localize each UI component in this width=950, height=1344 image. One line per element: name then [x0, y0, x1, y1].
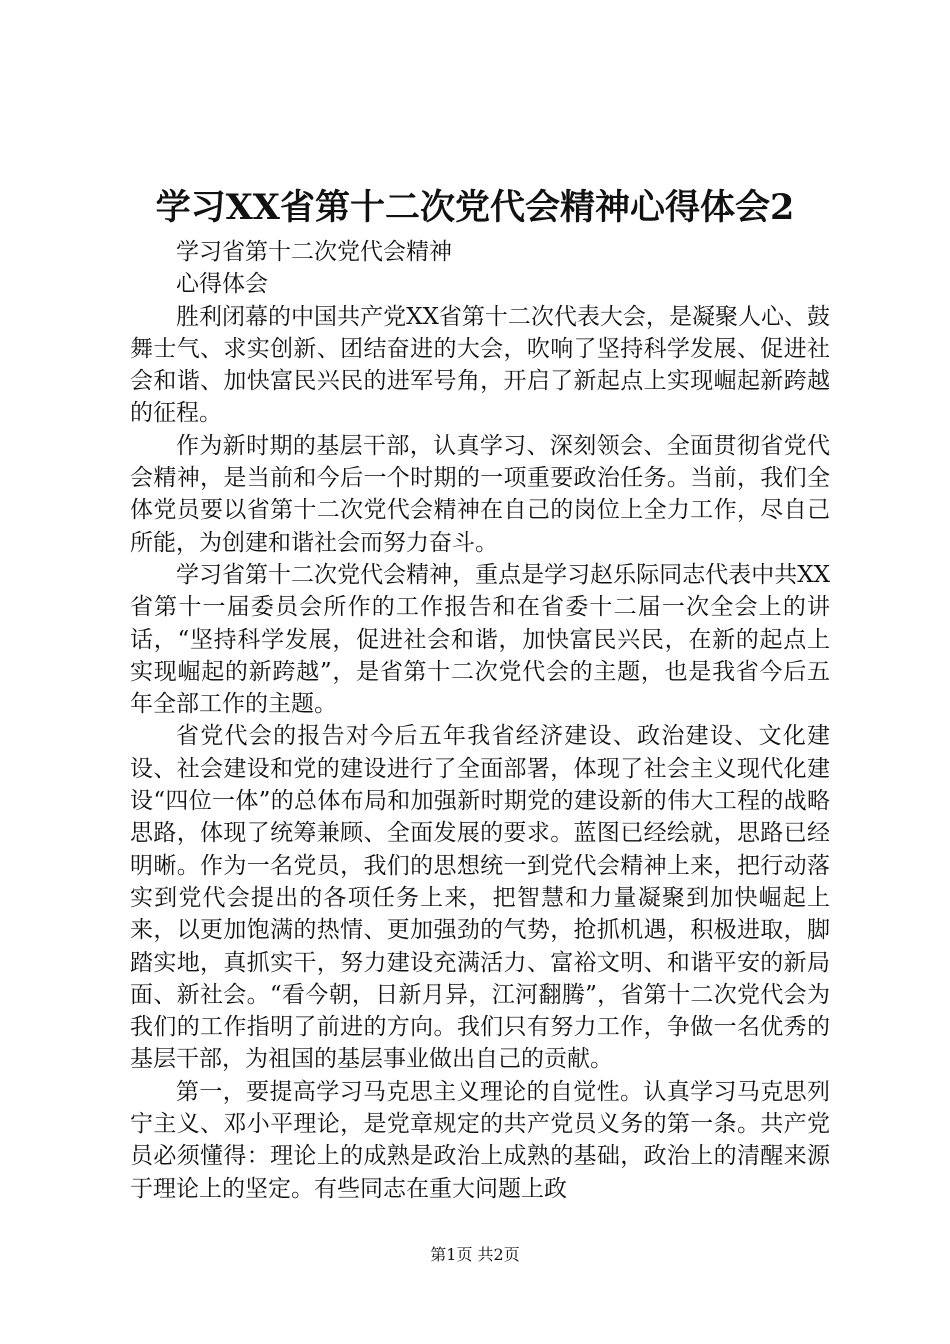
document-title: 学习XX省第十二次党代会精神心得体会2 — [155, 187, 795, 228]
subtitle-line-2: 心得体会 — [176, 271, 268, 298]
document-body — [130, 236, 830, 1205]
paragraph: 第一，要提高学习马克思主义理论的自觉性。认真学习马克思列宁主义、邓小平理论，是党章规定的共产党员义务的第一条。共产党员必须懂得：理论上的成熟是政治上成熟的基础，政治上的清醒来源于理论上的坚定。有些同志在重大问题上政 — [130, 1078, 830, 1202]
paragraph: 省党代会的报告对今后五年我省经济建设、政治建设、文化建设、社会建设和党的建设进行了全面部署，体现了社会主义现代化建设“四位一体”的总体布局和加强新时期党的建设新的伟大工程的战略思路，体现了统筹兼顾、全面发展的要求。蓝图已经绘就，思路已经明晰。作为一名党员，我们的思想统一到党代会精神上来，把行动落实到党代会提出的各项任务上来，把智慧和力量凝聚到加快崛起上来，以更加饱满的热情、更加强劲的气势，抢抓机遇，积极进取，脚踏实地，真抓实干，努力建设充满活力、富裕文明、和谐平安的新局面、新社会。“看今朝，日新月异，江河翻腾”，省第十二次党代会为我们的工作指明了前进的方向。我们只有努力工作，争做一名优秀的基层干部，为祖国的基层事业做出自己的贡献。 — [130, 723, 830, 1073]
paragraph: 学习省第十二次党代会精神，重点是学习赵乐际同志代表中共XX省第十一届委员会所作的工作报告和在省委十二届一次全会上的讲话，“坚持科学发展，促进社会和谐，加快富民兴民，在新的起点上实现崛起的新跨越”，是省第十二次党代会的主题，也是我省今后五年全部工作的主题。 — [130, 561, 830, 718]
subtitle-line-1: 学习省第十二次党代会精神 — [176, 239, 452, 265]
page-footer: 第1页 共2页 — [430, 1245, 520, 1264]
paragraph: 作为新时期的基层干部，认真学习、深刻领会、全面贯彻省党代会精神，是当前和今后一个时期的一项重要政治任务。当前，我们全体党员要以省第十二次党代会精神在自己的岗位上全力工作，尽自己所能，为创建和谐社会而努力奋斗。 — [130, 432, 830, 556]
paragraph: 胜利闭幕的中国共产党XX省第十二次代表大会，是凝聚人心、鼓舞士气、求实创新、团结奋进的大会，吹响了坚持科学发展、促进社会和谐、加快富民兴民的进军号角，开启了新起点上实现崛起新跨越的征程。 — [130, 303, 830, 427]
